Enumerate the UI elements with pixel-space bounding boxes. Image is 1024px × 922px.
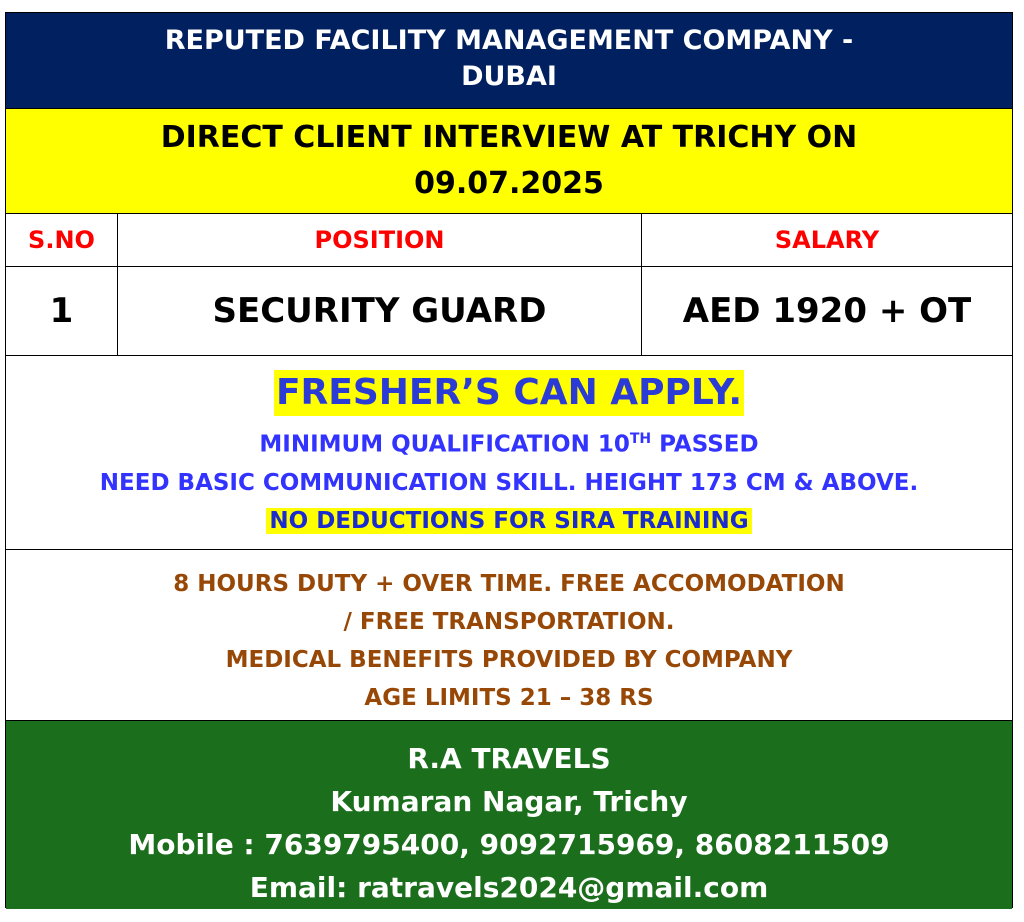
company-title-banner (6, 13, 1012, 109)
cell-salary: AED 1920 + OT (682, 291, 972, 331)
communication-line: NEED BASIC COMMUNICATION SKILL. HEIGHT 173 CM & ABOVE. (99, 469, 919, 496)
job-flyer (5, 12, 1013, 908)
interview-banner (6, 109, 1012, 214)
column-header-salary: SALARY (774, 226, 880, 254)
qualification-superscript: TH (629, 431, 652, 447)
table-header-row (6, 214, 1012, 267)
table-row (6, 267, 1012, 356)
requirements-section (6, 356, 1012, 550)
benefits-line4: AGE LIMITS 21 – 38 RS (364, 685, 654, 711)
qualification-prefix: MINIMUM QUALIFICATION 10 (259, 431, 630, 458)
column-header-position: POSITION (118, 214, 642, 266)
mobile-numbers: Mobile : 7639795400, 9092715969, 8608211509 (128, 828, 890, 861)
fresher-headline: FRESHER’S CAN APPLY. (274, 370, 744, 416)
cell-sno: 1 (6, 267, 118, 355)
cell-position: SECURITY GUARD (118, 267, 642, 355)
benefits-line2: / FREE TRANSPORTATION. (343, 609, 675, 635)
company-title-line1: REPUTED FACILITY MANAGEMENT COMPANY - (164, 25, 854, 56)
interview-date: 09.07.2025 (414, 166, 604, 201)
agency-name: R.A TRAVELS (407, 742, 611, 775)
contact-section (6, 721, 1012, 909)
column-header-sno: S.NO (6, 214, 118, 266)
qualification-line (6, 420, 1012, 464)
agency-address: Kumaran Nagar, Trichy (330, 785, 688, 818)
benefits-section (6, 550, 1012, 721)
email-address: Email: ratravels2024@gmail.com (249, 871, 769, 904)
interview-line1: DIRECT CLIENT INTERVIEW AT TRICHY ON (160, 120, 858, 155)
company-title-line2: DUBAI (461, 61, 557, 92)
benefits-line3: MEDICAL BENEFITS PROVIDED BY COMPANY (225, 647, 793, 673)
benefits-line1: 8 HOURS DUTY + OVER TIME. FREE ACCOMODATION (173, 571, 845, 597)
qualification-suffix: PASSED (651, 431, 759, 458)
training-line: NO DEDUCTIONS FOR SIRA TRAINING (266, 508, 751, 534)
